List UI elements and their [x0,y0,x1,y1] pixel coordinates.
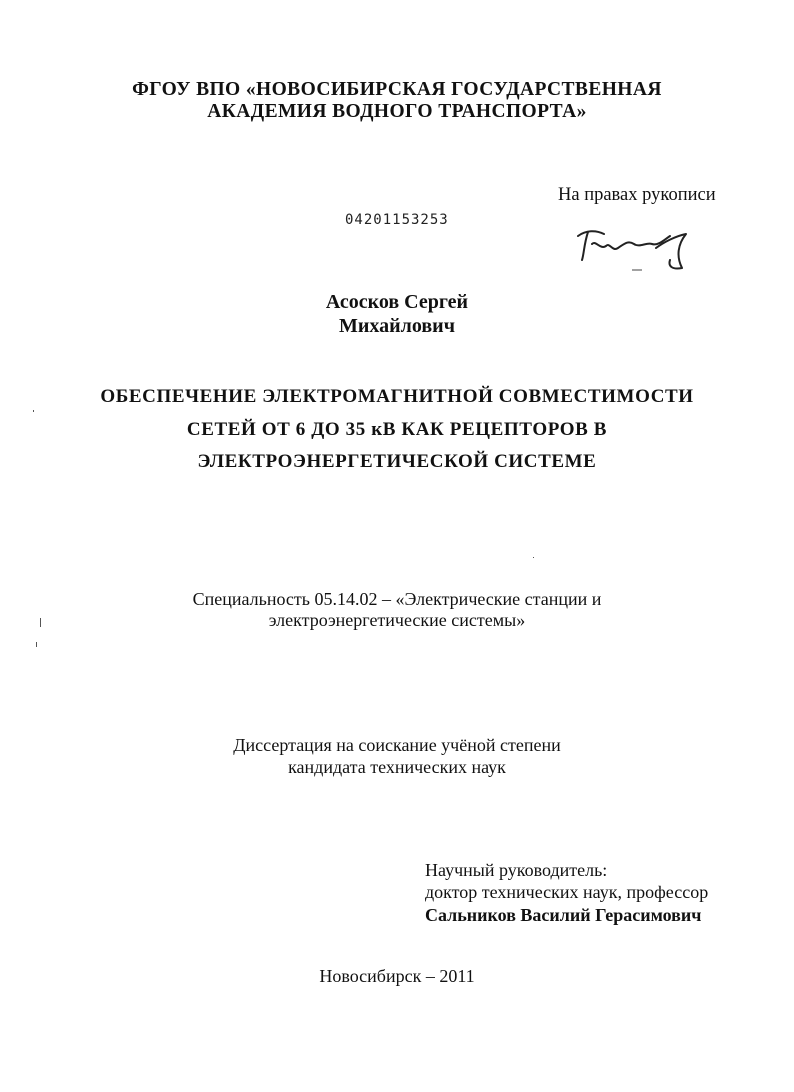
organization-line-2: АКАДЕМИЯ ВОДНОГО ТРАНСПОРТА» [207,101,587,122]
city-year: Новосибирск – 2011 [319,966,475,986]
scan-speck [36,642,37,647]
supervisor-name: Сальников Василий Герасимович [425,905,702,925]
signature-icon [572,222,702,278]
supervisor-degree: доктор технических наук, профессор [425,882,709,902]
document-number: 04201153253 [345,212,449,228]
thesis-title-line-1: ОБЕСПЕЧЕНИЕ ЭЛЕКТРОМАГНИТНОЙ СОВМЕСТИМОСТИ [100,386,694,407]
thesis-title-line-3: ЭЛЕКТРОЭНЕРГЕТИЧЕСКОЙ СИСТЕМЕ [197,451,597,472]
scan-speck [33,410,34,412]
scan-speck [40,618,41,627]
author-name-line-1: Асосков Сергей [325,291,469,313]
thesis-title-line-2: СЕТЕЙ ОТ 6 ДО 35 кВ КАК РЕЦЕПТОРОВ В [186,419,608,440]
dissertation-line-2: кандидата технических наук [288,757,506,777]
supervisor-label: Научный руководитель: [425,860,608,880]
author-name-line-2: Михайлович [339,315,455,337]
organization-line-1: ФГОУ ВПО «НОВОСИБИРСКАЯ ГОСУДАРСТВЕННАЯ [132,79,662,100]
scan-speck [533,557,534,558]
dissertation-line-1: Диссертация на соискание учёной степени [233,735,561,755]
specialty-line-1: Специальность 05.14.02 – «Электрические станции и [192,589,602,609]
specialty-line-2: электроэнергетические системы» [268,610,526,630]
manuscript-note: На правах рукописи [558,185,716,205]
